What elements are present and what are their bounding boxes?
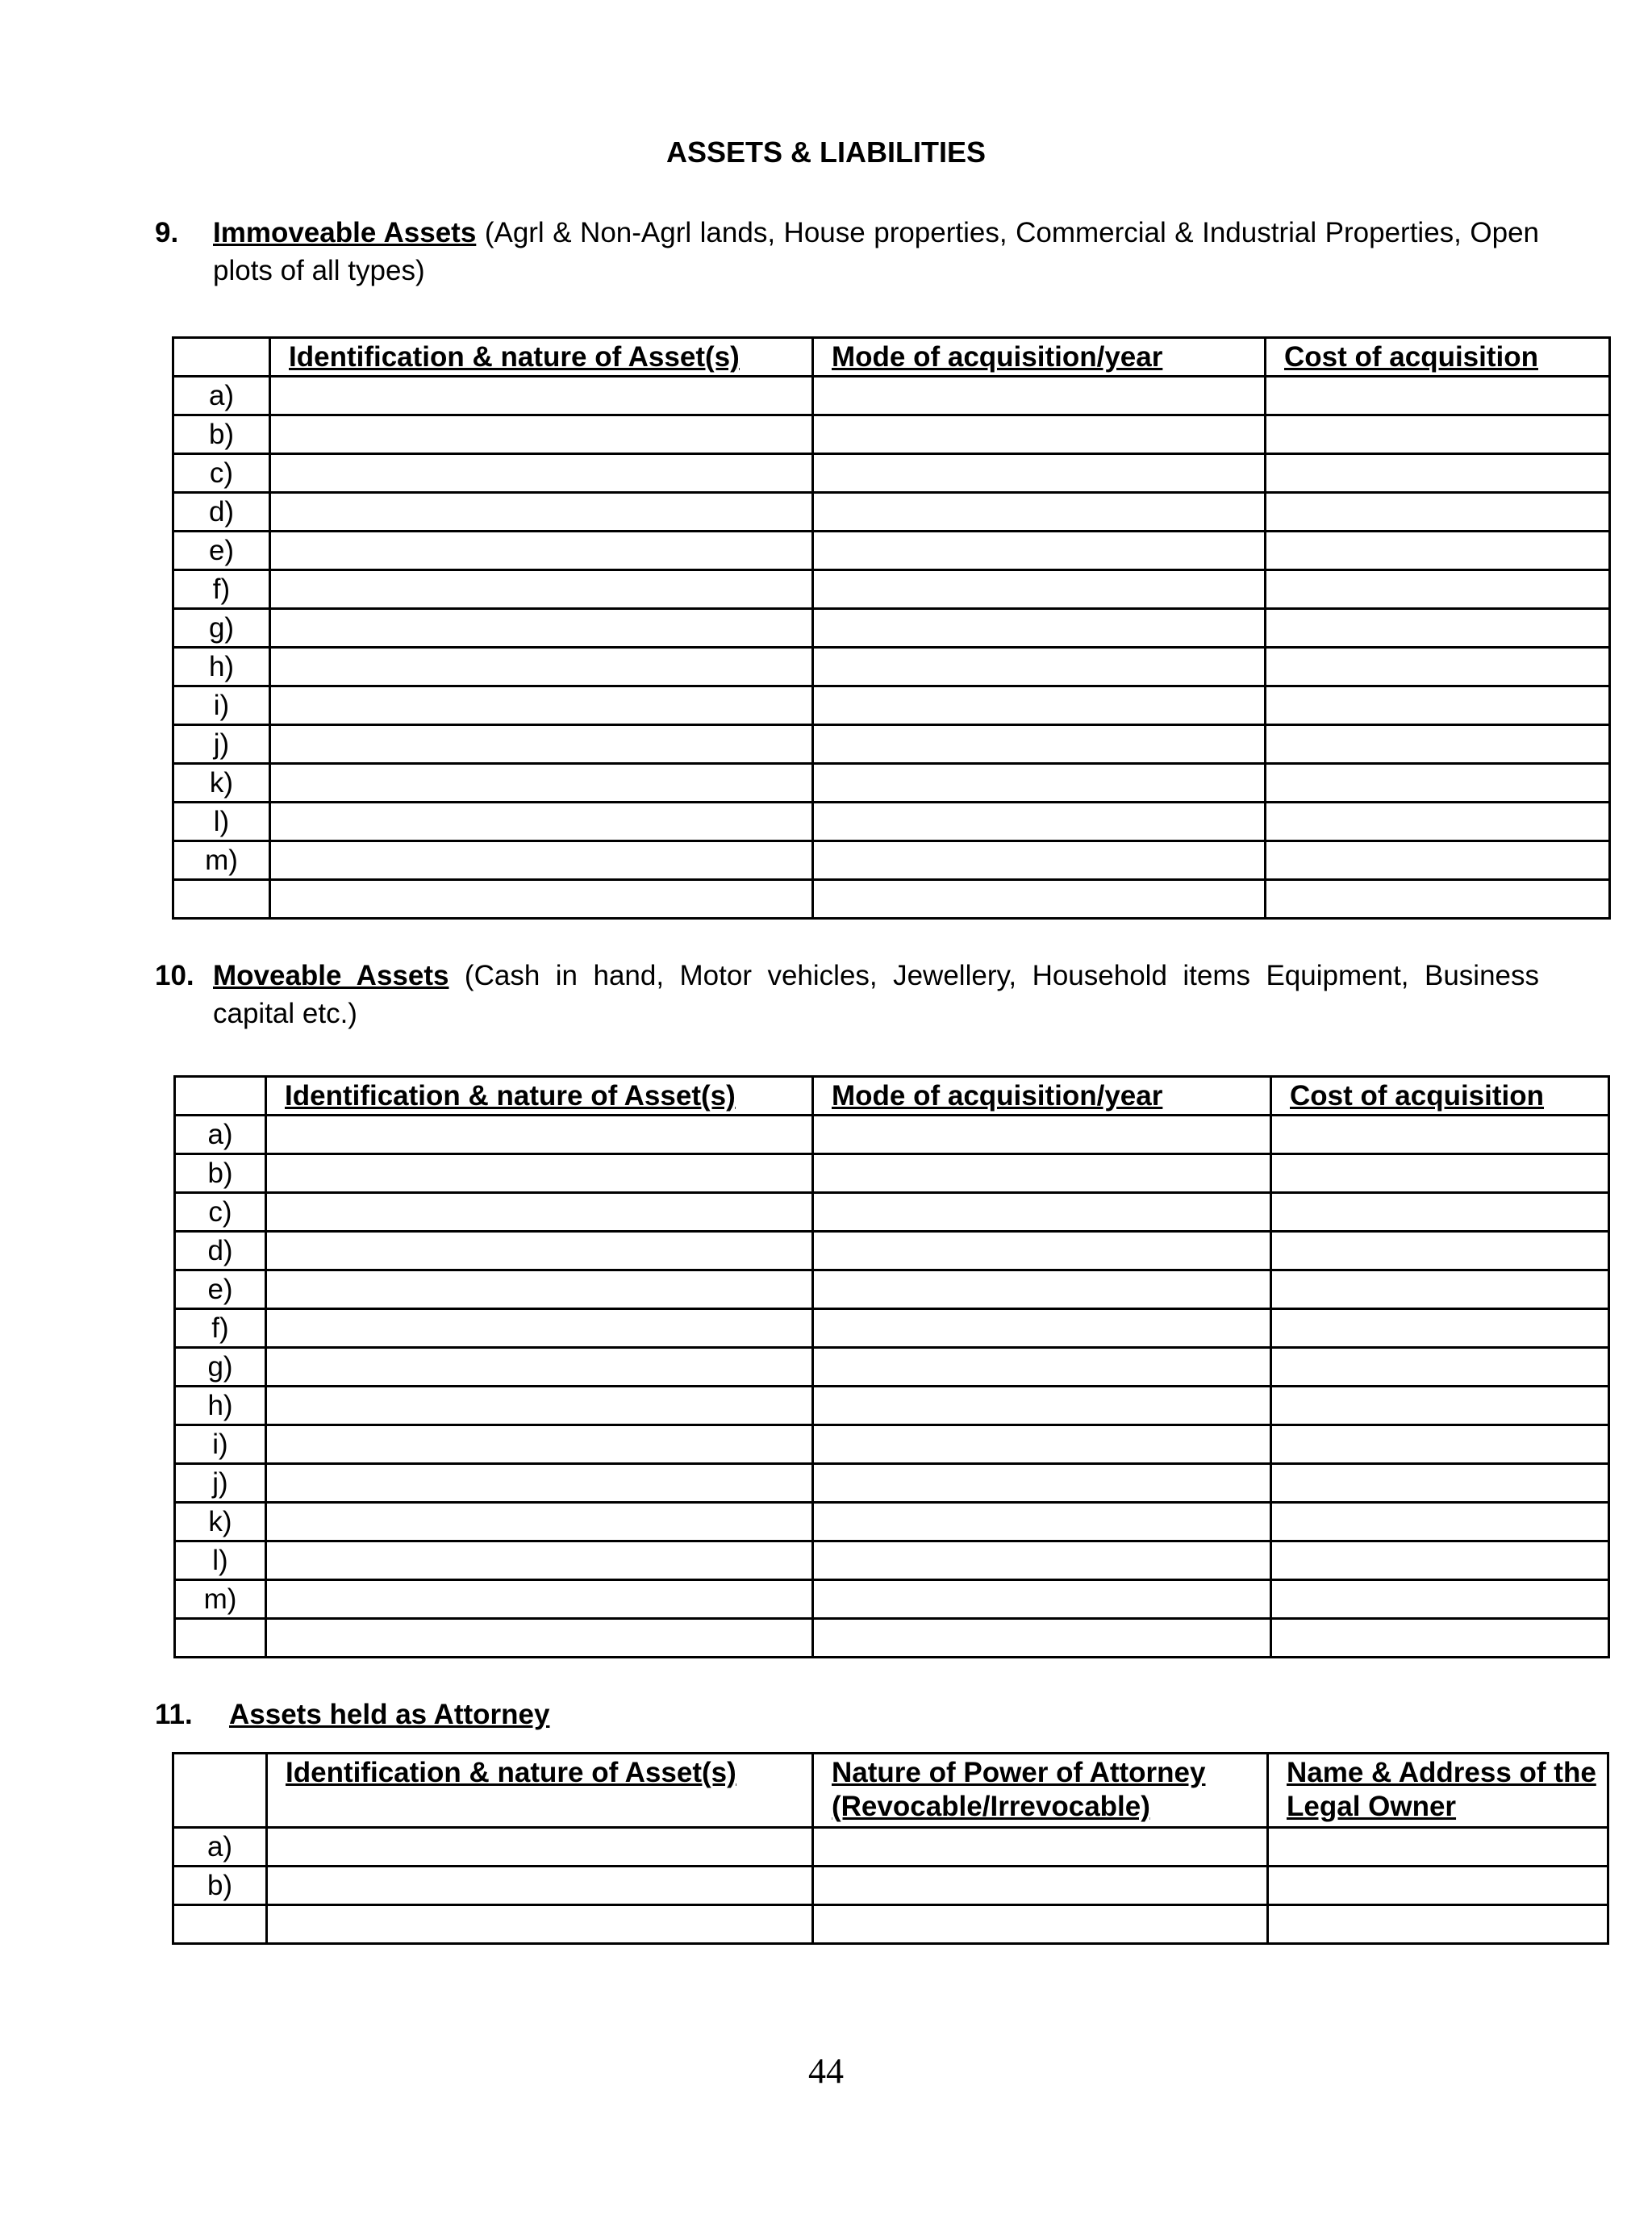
entry-cell[interactable] bbox=[266, 1232, 813, 1270]
table-row bbox=[173, 841, 1610, 880]
header-blank-cell bbox=[173, 338, 270, 377]
column-header-mode: Mode of acquisition/year bbox=[813, 338, 1266, 377]
table-row bbox=[173, 1867, 1608, 1905]
row-label: d) bbox=[175, 1232, 266, 1270]
entry-cell[interactable] bbox=[813, 415, 1266, 454]
row-label: k) bbox=[175, 1503, 266, 1541]
section-10-description: (Cash in hand, Motor vehicles, Jewellery, Household items Equipment, Business capital etc.) bbox=[213, 960, 1540, 1029]
entry-cell[interactable] bbox=[813, 1425, 1271, 1464]
row-label: h) bbox=[175, 1387, 266, 1425]
entry-cell[interactable] bbox=[1266, 648, 1610, 686]
entry-cell[interactable] bbox=[813, 803, 1266, 841]
page-number: 44 bbox=[808, 2051, 844, 2091]
entry-cell[interactable] bbox=[270, 686, 813, 725]
row-label: a) bbox=[173, 1828, 267, 1867]
entry-cell[interactable] bbox=[1266, 415, 1610, 454]
table-row bbox=[175, 1270, 1609, 1309]
entry-cell[interactable] bbox=[813, 609, 1266, 648]
entry-cell[interactable] bbox=[1266, 609, 1610, 648]
entry-cell[interactable] bbox=[1271, 1580, 1609, 1619]
entry-cell[interactable] bbox=[813, 1905, 1268, 1944]
table-row bbox=[175, 1387, 1609, 1425]
entry-cell[interactable] bbox=[1271, 1309, 1609, 1348]
row-label: k) bbox=[173, 764, 270, 803]
moveable-assets-table bbox=[173, 1075, 1610, 1658]
entry-cell[interactable] bbox=[266, 1580, 813, 1619]
entry-cell[interactable] bbox=[266, 1309, 813, 1348]
table-row bbox=[175, 1348, 1609, 1387]
table-row bbox=[175, 1541, 1609, 1580]
header-blank-cell bbox=[175, 1077, 266, 1116]
entry-cell[interactable] bbox=[1271, 1541, 1609, 1580]
entry-cell[interactable] bbox=[270, 880, 813, 919]
entry-cell[interactable] bbox=[270, 803, 813, 841]
entry-cell[interactable] bbox=[1271, 1503, 1609, 1541]
entry-cell[interactable] bbox=[270, 609, 813, 648]
column-header-identification: Identification & nature of Asset(s) bbox=[270, 338, 813, 377]
row-label: d) bbox=[173, 493, 270, 532]
row-label: j) bbox=[175, 1464, 266, 1503]
section-10-number: 10. bbox=[155, 960, 194, 991]
entry-cell[interactable] bbox=[813, 1154, 1271, 1193]
table-row bbox=[175, 1232, 1609, 1270]
table-row bbox=[173, 764, 1610, 803]
row-label: e) bbox=[175, 1270, 266, 1309]
row-label: a) bbox=[175, 1116, 266, 1154]
table-row bbox=[173, 415, 1610, 454]
entry-cell[interactable] bbox=[1266, 686, 1610, 725]
entry-cell[interactable] bbox=[813, 880, 1266, 919]
table-row bbox=[175, 1116, 1609, 1154]
row-label: l) bbox=[175, 1541, 266, 1580]
entry-cell[interactable] bbox=[266, 1387, 813, 1425]
entry-cell[interactable] bbox=[1266, 725, 1610, 764]
column-header-mode: Mode of acquisition/year bbox=[813, 1077, 1271, 1116]
table-row bbox=[173, 570, 1610, 609]
row-label: m) bbox=[175, 1580, 266, 1619]
entry-cell[interactable] bbox=[1271, 1464, 1609, 1503]
entry-cell[interactable] bbox=[266, 1464, 813, 1503]
table-row bbox=[175, 1464, 1609, 1503]
table-row bbox=[173, 454, 1610, 493]
row-label bbox=[173, 1905, 267, 1944]
section-11-number: 11. bbox=[155, 1699, 193, 1730]
entry-cell[interactable] bbox=[266, 1270, 813, 1309]
row-label: g) bbox=[173, 609, 270, 648]
entry-cell[interactable] bbox=[266, 1193, 813, 1232]
table-row bbox=[173, 1828, 1608, 1867]
entry-cell[interactable] bbox=[813, 1348, 1271, 1387]
table-row bbox=[173, 880, 1610, 919]
entry-cell[interactable] bbox=[270, 377, 813, 415]
entry-cell[interactable] bbox=[1271, 1116, 1609, 1154]
entry-cell[interactable] bbox=[813, 1270, 1271, 1309]
table-row bbox=[173, 648, 1610, 686]
section-10-title: Moveable Assets bbox=[213, 960, 449, 991]
row-label: e) bbox=[173, 532, 270, 570]
entry-cell[interactable] bbox=[1266, 532, 1610, 570]
entry-cell[interactable] bbox=[813, 1464, 1271, 1503]
entry-cell[interactable] bbox=[270, 570, 813, 609]
entry-cell[interactable] bbox=[813, 1867, 1268, 1905]
entry-cell[interactable] bbox=[266, 1154, 813, 1193]
entry-cell[interactable] bbox=[270, 648, 813, 686]
section-9-description: (Agrl & Non-Agrl lands, House properties, Commercial & Industrial Properties, Open plots of all types) bbox=[213, 217, 1539, 286]
table-row bbox=[175, 1503, 1609, 1541]
entry-cell[interactable] bbox=[266, 1425, 813, 1464]
table-row bbox=[173, 377, 1610, 415]
entry-cell[interactable] bbox=[266, 1541, 813, 1580]
table-row bbox=[173, 1905, 1608, 1944]
entry-cell[interactable] bbox=[270, 415, 813, 454]
row-label: j) bbox=[173, 725, 270, 764]
column-header-legal-owner: Name & Address of the Legal Owner bbox=[1268, 1754, 1608, 1828]
table-row bbox=[175, 1193, 1609, 1232]
entry-cell[interactable] bbox=[1266, 841, 1610, 880]
entry-cell[interactable] bbox=[1271, 1619, 1609, 1658]
table-row bbox=[173, 803, 1610, 841]
entry-cell[interactable] bbox=[813, 1193, 1271, 1232]
assets-held-as-attorney-table bbox=[172, 1752, 1609, 1945]
entry-cell[interactable] bbox=[813, 1387, 1271, 1425]
entry-cell[interactable] bbox=[266, 1503, 813, 1541]
entry-cell[interactable] bbox=[813, 1309, 1271, 1348]
table-row bbox=[175, 1425, 1609, 1464]
table-row bbox=[173, 493, 1610, 532]
entry-cell[interactable] bbox=[1271, 1425, 1609, 1464]
entry-cell[interactable] bbox=[1271, 1348, 1609, 1387]
row-label: m) bbox=[173, 841, 270, 880]
entry-cell[interactable] bbox=[1266, 454, 1610, 493]
section-10-heading bbox=[155, 957, 1539, 1032]
row-label: f) bbox=[173, 570, 270, 609]
entry-cell[interactable] bbox=[267, 1828, 813, 1867]
row-label: g) bbox=[175, 1348, 266, 1387]
entry-cell[interactable] bbox=[1268, 1867, 1608, 1905]
entry-cell[interactable] bbox=[1268, 1905, 1608, 1944]
entry-cell[interactable] bbox=[1271, 1270, 1609, 1309]
entry-cell[interactable] bbox=[813, 1828, 1268, 1867]
column-header-cost: Cost of acquisition bbox=[1266, 338, 1610, 377]
column-header-identification: Identification & nature of Asset(s) bbox=[266, 1077, 813, 1116]
column-header-power-of-attorney: Nature of Power of Attorney (Revocable/Irrevocable) bbox=[813, 1754, 1268, 1828]
row-label: i) bbox=[173, 686, 270, 725]
entry-cell[interactable] bbox=[813, 1619, 1271, 1658]
entry-cell[interactable] bbox=[270, 764, 813, 803]
entry-cell[interactable] bbox=[270, 454, 813, 493]
immoveable-assets-table bbox=[172, 336, 1611, 920]
entry-cell[interactable] bbox=[813, 532, 1266, 570]
section-9-heading bbox=[155, 214, 1539, 290]
entry-cell[interactable] bbox=[1271, 1387, 1609, 1425]
entry-cell[interactable] bbox=[813, 570, 1266, 609]
entry-cell[interactable] bbox=[813, 1541, 1271, 1580]
entry-cell[interactable] bbox=[813, 1580, 1271, 1619]
table-row bbox=[173, 532, 1610, 570]
entry-cell[interactable] bbox=[813, 1116, 1271, 1154]
entry-cell[interactable] bbox=[1266, 377, 1610, 415]
section-11-heading bbox=[155, 1696, 1539, 1733]
header-blank-cell bbox=[173, 1754, 267, 1828]
entry-cell[interactable] bbox=[1266, 764, 1610, 803]
entry-cell[interactable] bbox=[266, 1116, 813, 1154]
entry-cell[interactable] bbox=[813, 841, 1266, 880]
entry-cell[interactable] bbox=[813, 493, 1266, 532]
row-label: b) bbox=[173, 1867, 267, 1905]
entry-cell[interactable] bbox=[813, 1232, 1271, 1270]
row-label bbox=[173, 880, 270, 919]
row-label: l) bbox=[173, 803, 270, 841]
row-label: f) bbox=[175, 1309, 266, 1348]
table-row bbox=[173, 686, 1610, 725]
row-label bbox=[175, 1619, 266, 1658]
entry-cell[interactable] bbox=[267, 1905, 813, 1944]
table-row bbox=[175, 1619, 1609, 1658]
entry-cell[interactable] bbox=[813, 764, 1266, 803]
entry-cell[interactable] bbox=[1271, 1193, 1609, 1232]
row-label: c) bbox=[175, 1193, 266, 1232]
row-label: a) bbox=[173, 377, 270, 415]
table-row bbox=[173, 609, 1610, 648]
row-label: i) bbox=[175, 1425, 266, 1464]
row-label: c) bbox=[173, 454, 270, 493]
row-label: h) bbox=[173, 648, 270, 686]
entry-cell[interactable] bbox=[1266, 880, 1610, 919]
entry-cell[interactable] bbox=[813, 377, 1266, 415]
table-row bbox=[173, 725, 1610, 764]
entry-cell[interactable] bbox=[813, 1503, 1271, 1541]
table-row bbox=[175, 1154, 1609, 1193]
entry-cell[interactable] bbox=[270, 841, 813, 880]
entry-cell[interactable] bbox=[1268, 1828, 1608, 1867]
entry-cell[interactable] bbox=[1266, 493, 1610, 532]
row-label: b) bbox=[175, 1154, 266, 1193]
entry-cell[interactable] bbox=[266, 1348, 813, 1387]
section-9-number: 9. bbox=[155, 217, 179, 248]
page-title: ASSETS & LIABILITIES bbox=[665, 136, 987, 169]
column-header-identification: Identification & nature of Asset(s) bbox=[267, 1754, 813, 1828]
entry-cell[interactable] bbox=[270, 532, 813, 570]
entry-cell[interactable] bbox=[813, 648, 1266, 686]
row-label: b) bbox=[173, 415, 270, 454]
entry-cell[interactable] bbox=[267, 1867, 813, 1905]
entry-cell[interactable] bbox=[1266, 803, 1610, 841]
entry-cell[interactable] bbox=[270, 493, 813, 532]
entry-cell[interactable] bbox=[266, 1619, 813, 1658]
section-9-title: Immoveable Assets bbox=[213, 217, 477, 248]
entry-cell[interactable] bbox=[270, 725, 813, 764]
section-11-title: Assets held as Attorney bbox=[229, 1699, 550, 1730]
entry-cell[interactable] bbox=[1271, 1232, 1609, 1270]
entry-cell[interactable] bbox=[1266, 570, 1610, 609]
table-row bbox=[175, 1309, 1609, 1348]
column-header-cost: Cost of acquisition bbox=[1271, 1077, 1609, 1116]
table-row bbox=[175, 1580, 1609, 1619]
entry-cell[interactable] bbox=[813, 725, 1266, 764]
entry-cell[interactable] bbox=[813, 686, 1266, 725]
entry-cell[interactable] bbox=[1271, 1154, 1609, 1193]
entry-cell[interactable] bbox=[813, 454, 1266, 493]
